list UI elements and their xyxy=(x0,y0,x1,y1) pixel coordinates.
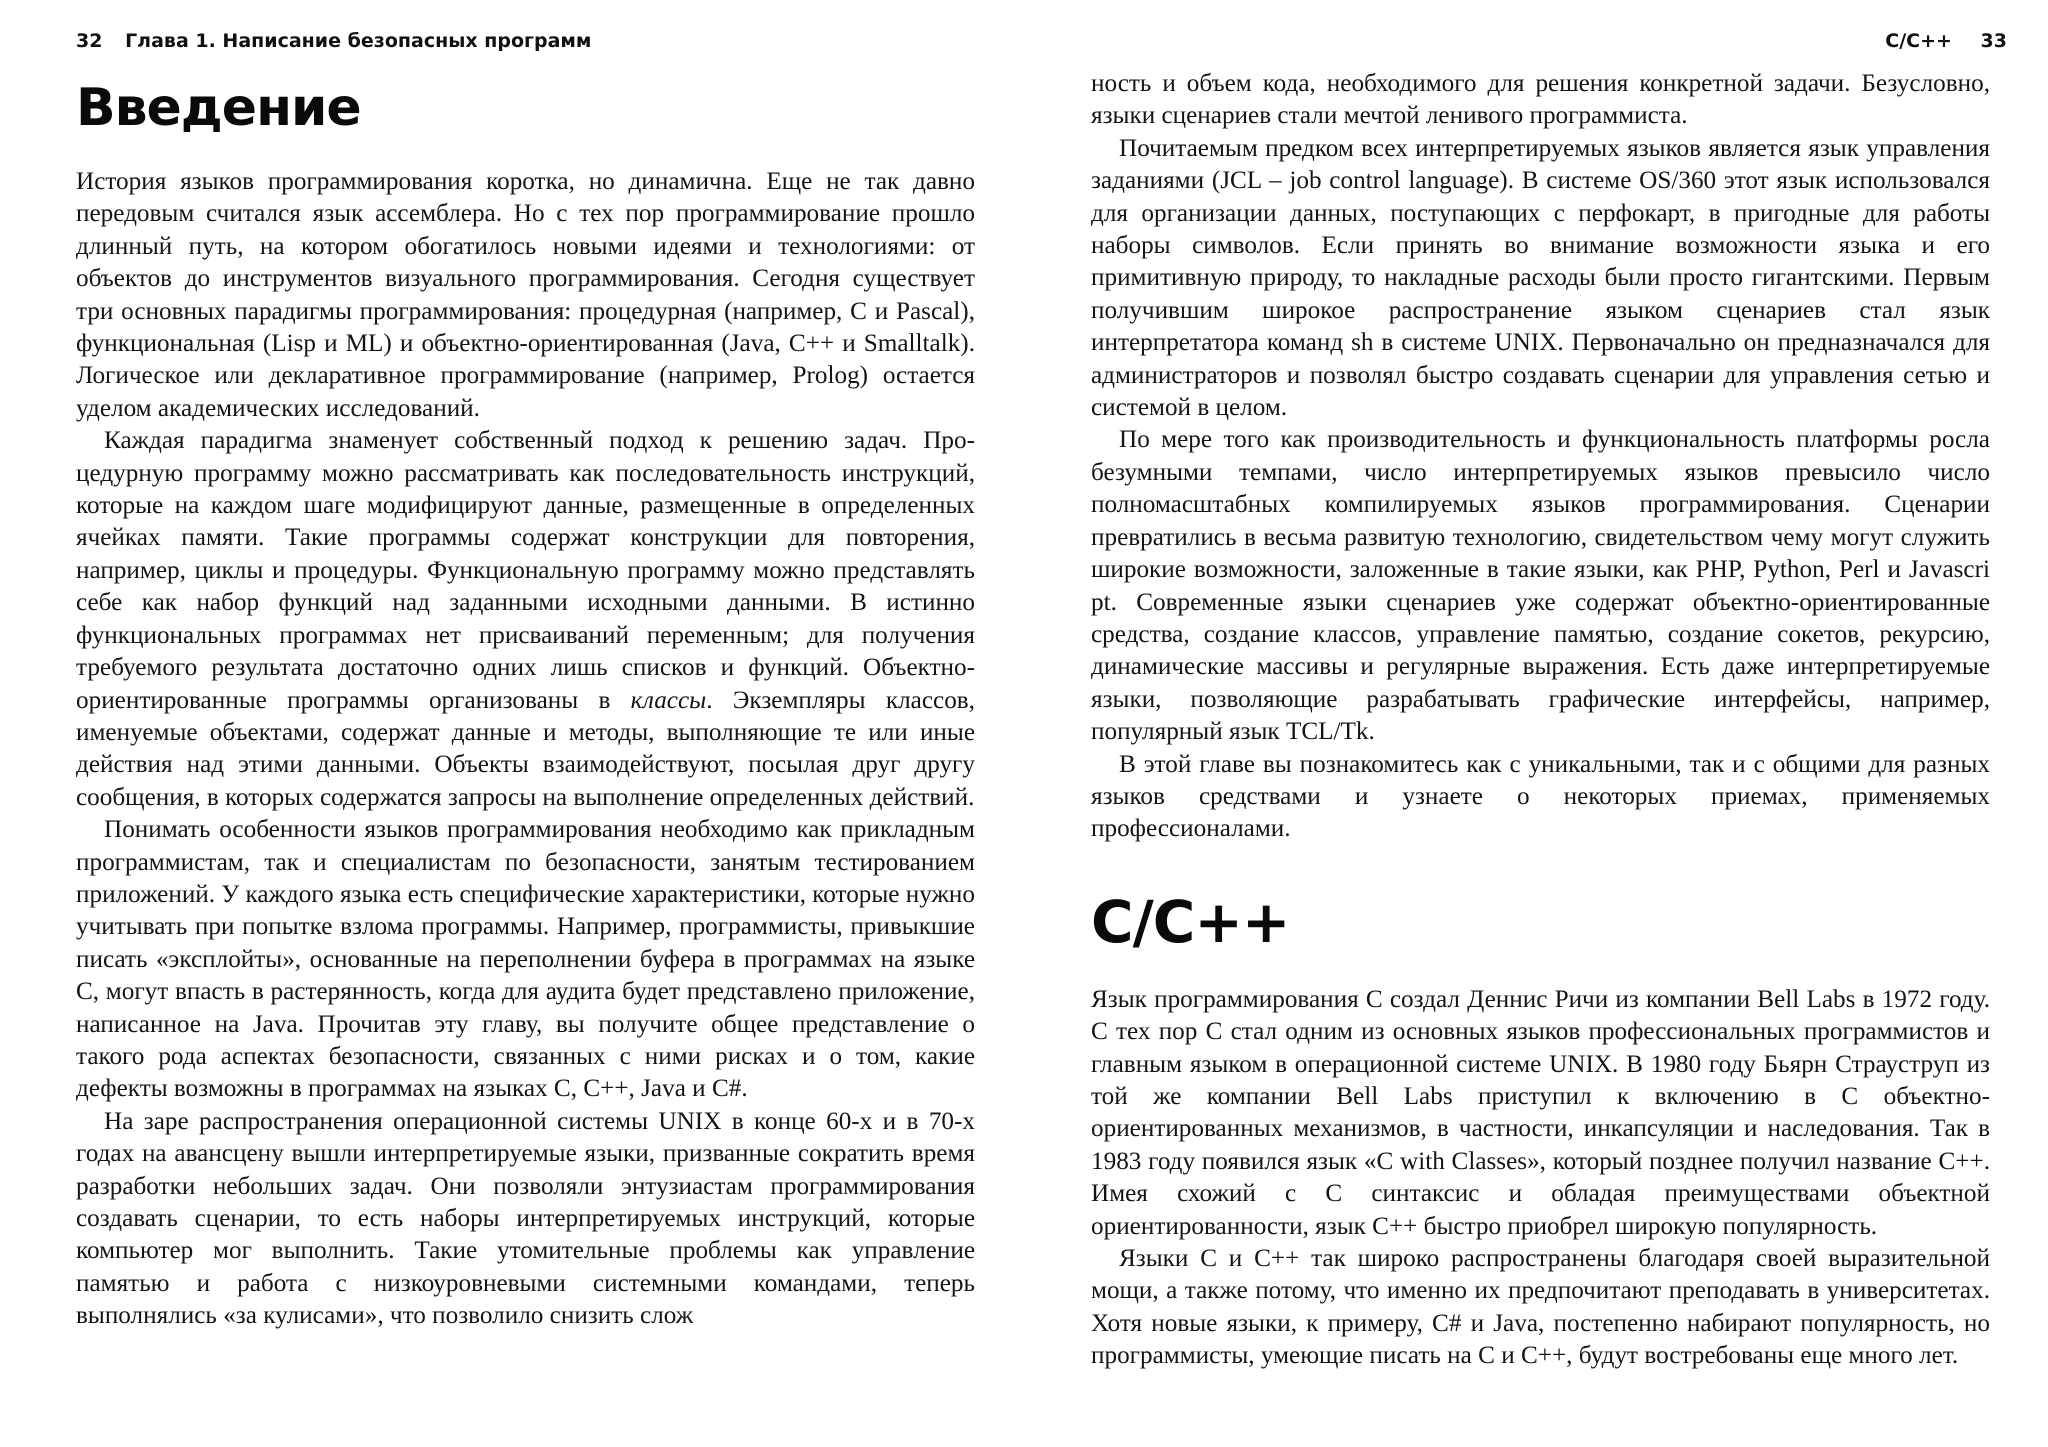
left-text-column xyxy=(76,78,975,1333)
paragraph: История языков программирования коротка, но динамична. Еще не так давно передовым считался язык ассемблера. Но с тех пор программирование прошло длинный путь, на котором обогатилось новыми идеями и технологиями: от объектов до инструментов визуального программирования. Сегодня существует три основных парадигмы программирования: процедурная (например, C и Pascal), функциональная (Lisp и ML) и объектно-ориентированная (Java, C++ и Smalltalk). Логическое или декларативное программирование (например, Prolog) остается уделом академических исследований. xyxy=(76,168,975,422)
chapter-title: Глава 1. Написание безопасных программ xyxy=(125,30,592,52)
paragraph-text: . Экземпляры классов, именуемые объектами, содержат данные и методы, выполняющие те или иные действия над этими данными. Объекты взаимодействуют, посылая друг другу сообщения, в которых содержатся запросы на выполнение определенных действий. xyxy=(76,686,975,811)
right-text-column xyxy=(1091,68,1990,1373)
paragraph xyxy=(76,425,975,814)
paragraph: ность и объем кода, необходимого для решения конкретной задачи. Безусловно, языки сценариев стали мечтой ленивого программиста. xyxy=(1091,70,1990,130)
paragraph: Понимать особенности языков программирования необходимо как прикладным программистам, так и специалистам по безопасности, занятым тестированием приложений. У каждого языка есть специфические характеристики, которые нужно учитывать при попытке взлома программы. Например, программисты, привыкшие писать «эксплойты», основанные на переполнении буфера в программах на языке C, могут впасть в растерянность, когда для аудита будет представлено приложение, написанное на Java. Прочитав эту главу, вы получите общее представление о такого рода аспектах безопасности, связанных с ними рисках и о том, какие дефекты возможны в программах на языках C, C++, Java и C#. xyxy=(76,816,975,1103)
left-running-head xyxy=(76,30,591,52)
section-heading-block xyxy=(1091,886,1990,958)
paragraph: Язык программирования C создал Деннис Ричи из компании Bell Labs в 1972 году. С тех пор C стал одним из основных языков профессиональных программистов и главным языком в операционной системе UNIX. В 1980 году Бьярн Страуструп из той же компании Bell Labs приступил к включению в C объектно-ориентированных механизмов, в частности, инкапсуляции и наследования. Так в 1983 году появился язык «C with Classes», который позднее получил название C++. Имея схожий с C синтаксис и обладая преимуществами объектной ориентированности, язык C++ быстро приобрел широкую популярность. xyxy=(1091,985,1990,1240)
paragraph: Почитаемым предком всех интерпретируемых языков является язык управления заданиями (JCL – job control language). В системе OS/360 этот язык использовался для организации данных, поступающих с перфокарт, в пригодные для работы наборы символов. Если принять во внимание возможности языка и его примитивную природу, то накладные расходы были просто гигантскими. Первым получившим широкое распространение языком сценариев стал язык интерпретатора команд sh в системе UNIX. Первоначально он предназначался для администраторов и позволял быстро создавать сценарии для управления сетью и системой в целом. xyxy=(1091,134,1990,422)
paragraph: Языки C и C++ так широко распространены благодаря своей выразительной мощи, а также потому, что именно их предпочитают преподавать в университетах. Хотя новые языки, к примеру, C# и Java, постепенно набирают популярность, но программисты, умеющие писать на C и C++, будут востребованы еще много лет. xyxy=(1091,1245,1990,1370)
paragraph-text: Каждая парадигма знаменует собственный подход к решению задач. Процедурную программу можно рассматривать как последовательность инструкций, которые на каждом шаге модифицируют данные, размещенные в определенных ячейках памяти. Такие программы содержат конструкции для повторения, например, циклы и процедуры. Функциональную программу можно представлять себе как набор функций над заданными исходными данными. В истинно функциональных программах нет присваиваний переменным; для получения требуемого результата достаточно одних лишь списков и функций. Объектно-ориентированные программы организованы в xyxy=(76,427,975,714)
paragraph: На заре распространения операционной системы UNIX в конце 60-х и в 70-х годах на авансцену вышли интерпретируемые языки, призванные сократить время разработки небольших задач. Они позволяли энтузиастам программирования создавать сценарии, то есть наборы интерпретируемых инструкций, которые компьютер мог выполнить. Такие утомительные проблемы как управление памятью и работа с низкоуровневыми системными командами, теперь выполнялись «за кулисами», что позволило снизить слож xyxy=(76,1107,975,1330)
running-section-title: C/C++ xyxy=(1885,30,1952,52)
paragraph: В этой главе вы познакомитесь как с уникальными, так и с общими для разных языков средствами и узнаете о некоторых приемах, применяемых профессионалами. xyxy=(1091,750,1990,843)
right-page xyxy=(1024,0,2048,1447)
paragraph: По мере того как производительность и функциональность платформы росла безумными темпами, число интерпретируемых языков превысило число полномасштабных компилируемых языков программирования. Сценарии превратились в весьма развитую технологию, свидетельством чему могут служить широкие возможности, заложенные в такие языки, как PHP, Python, Perl и Javascri pt. Современные языки сценариев уже содержат объектно-ориентированные средства, создание классов, управление памятью, создание сокетов, рекурсию, динамические массивы и регулярные выражения. Есть даже интерпретируемые языки, позволяющие разрабатывать графические интерфейсы, например, популярный язык TCL/Tk. xyxy=(1091,426,1990,746)
right-page-number: 33 xyxy=(1980,30,2007,52)
italic-term: классы xyxy=(630,686,707,714)
left-page-number: 32 xyxy=(76,30,103,52)
right-running-head xyxy=(1885,30,2007,52)
section-title-introduction: Введение xyxy=(76,78,361,138)
section-title-c-cpp: C/C++ xyxy=(1091,887,1290,956)
